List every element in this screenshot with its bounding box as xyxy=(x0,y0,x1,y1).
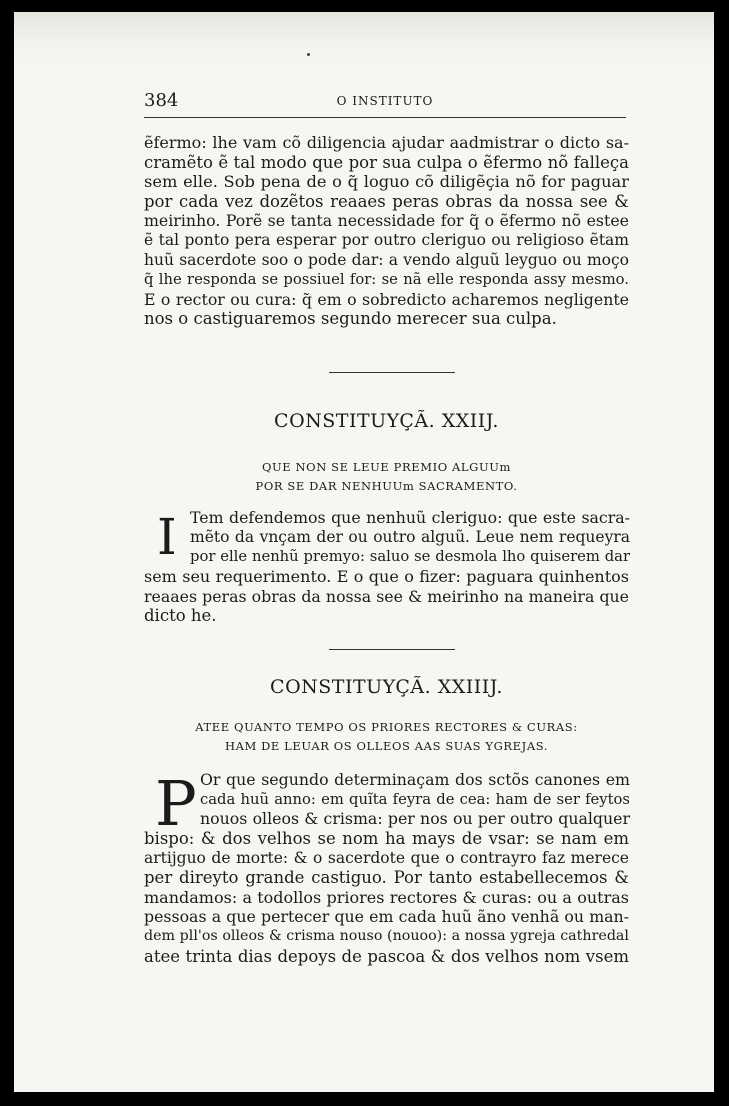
paragraph-body xyxy=(144,829,629,966)
text-line: meirinho. Porẽ se tanta necessidade for q̃ o ẽfermo nõ estee xyxy=(144,211,629,231)
constitution-title: CONSTITUYÇÃ. XXIIIJ. xyxy=(270,676,503,698)
ink-speck xyxy=(307,53,310,56)
constitution-subtitle xyxy=(144,718,629,756)
subtitle-line: QUE NON SE LEUE PREMIO ALGUUm xyxy=(261,460,512,474)
text-line: huũ sacerdote soo o pode dar: a vendo alguũ leyguo ou moço xyxy=(144,250,629,269)
text-line: q̃ lhe responda se possiuel for: se nã elle responda assy mesmo. xyxy=(144,271,629,289)
drop-cap: P xyxy=(155,767,197,840)
drop-cap: I xyxy=(157,508,177,566)
text-line: mandamos: a todollos priores rectores & curas: ou a outras xyxy=(144,887,629,907)
paragraph-continuation xyxy=(144,133,629,329)
text-line: por cada vez dozẽtos reaaes peras obras da nossa see & xyxy=(144,191,629,211)
page-number: 384 xyxy=(144,90,179,111)
text-line: por elle nenhũ premyo: saluo se desmola lho quiserem dar xyxy=(190,548,630,566)
text-line: ẽ tal ponto pera esperar por outro cleriguo ou religioso ẽtam xyxy=(144,230,629,249)
text-line: sem seu requerimento. E o que o fizer: paguara quinhentos xyxy=(144,567,629,586)
section-divider xyxy=(329,372,455,373)
text-line: sem elle. Sob pena de o q̃ loguo cõ diligẽçia nõ for paguar xyxy=(144,172,629,192)
text-line: atee trinta dias depoys de pascoa & dos velhos nom vsem xyxy=(144,946,629,966)
indented-lines xyxy=(200,770,630,829)
text-line: bispo: & dos velhos se nom ha mays de vsar: se nam em xyxy=(144,829,629,848)
text-line: per direyto grande castiguo. Por tanto estabellecemos & xyxy=(144,868,629,888)
subtitle-line: ATEE QUANTO TEMPO OS PRIORES RECTORES & CURAS: xyxy=(195,720,578,734)
text-line: mẽto da vnçam der ou outro alguũ. Leue nem requeyra xyxy=(190,527,630,546)
text-line: ẽfermo: lhe vam cõ diligencia ajudar aadmistrar o dicto sa- xyxy=(144,133,629,152)
text-line: cramẽto ẽ tal modo que por sua culpa o ẽfermo nõ falleça xyxy=(144,152,629,172)
section-divider xyxy=(329,649,455,650)
indented-lines xyxy=(190,508,630,567)
text-line: artijguo de morte: & o sacerdote que o contrayro faz merece xyxy=(144,848,629,867)
text-line: E o rector ou cura: q̃ em o sobredicto acharemos negligente xyxy=(144,289,629,309)
text-line: reaaes peras obras da nossa see & meirinho na maneira que xyxy=(144,586,629,606)
page-top-shading xyxy=(14,12,714,72)
subtitle-line: POR SE DAR NENHUUm SACRAMENTO. xyxy=(255,479,518,493)
constitution-title: CONSTITUYÇÃ. XXIIJ. xyxy=(274,410,499,432)
text-line: nos o castiguaremos segundo merecer sua culpa. xyxy=(144,309,557,329)
text-line: dicto he. xyxy=(144,606,217,626)
text-line: nouos olleos & crisma: per nos ou per outro qualquer xyxy=(200,809,630,829)
text-line: pessoas a que pertecer que em cada huũ ãno venhã ou man- xyxy=(144,907,629,927)
text-line: dem pll'os olleos & crisma nouso (nouoo): a nossa ygreja cathredal xyxy=(144,927,629,944)
header-rule xyxy=(144,117,626,118)
text-line: Tem defendemos que nenhuũ cleriguo: que este sacra- xyxy=(190,508,630,527)
page-header xyxy=(144,90,626,114)
subtitle-line: HAM DE LEUAR OS OLLEOS AAS SUAS YGREJAS. xyxy=(224,739,549,753)
paragraph-body xyxy=(144,567,629,626)
text-line: cada huũ anno: em quĩta feyra de cea: ham de ser feytos xyxy=(200,790,630,808)
text-line: Or que segundo determinaçam dos sctõs canones em xyxy=(200,770,630,789)
constitution-subtitle xyxy=(144,458,629,496)
book-page xyxy=(14,12,714,1092)
running-title: O INSTITUTO xyxy=(336,94,434,108)
